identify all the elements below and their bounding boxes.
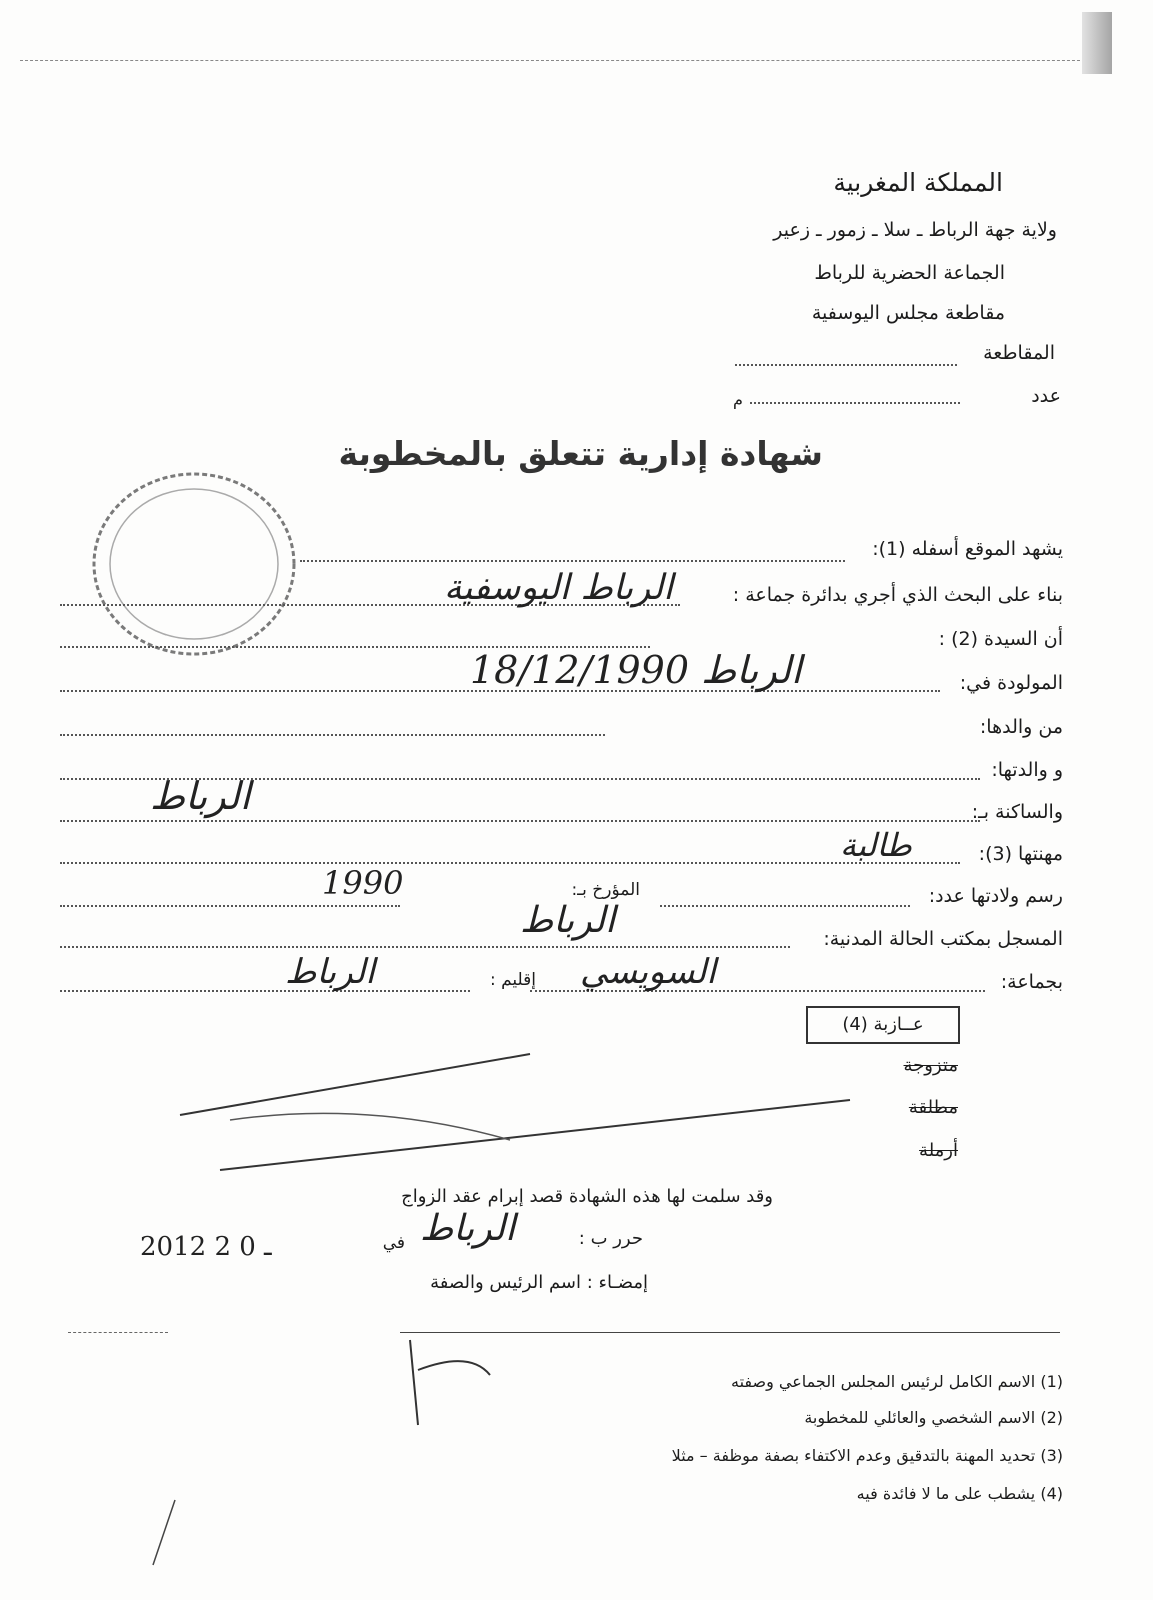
born-label: المولودة في: [959,672,1063,694]
residence-label: والساكنة بـ: [971,801,1063,823]
registry-dots [60,946,790,948]
certificate-title: شهادة إدارية تتعلق بالمخطوبة [338,434,823,473]
arrondissement-label: المقاطعة [983,342,1055,364]
profession-value: طالبة [840,826,912,864]
birth-act-label: رسم ولادتها عدد: [928,885,1063,907]
commune-line: الجماعة الحضرية للرباط [814,262,1005,284]
province-dots [60,990,470,992]
mother-label: و والدتها: [991,759,1063,781]
inquiry-label: بناء على البحث الذي أجري بدائرة جماعة : [732,584,1063,606]
scan-top-line [20,60,1090,61]
on-label: في [382,1233,405,1253]
status-widow-struck: أرملة [919,1140,958,1161]
scan-corner-mark [1082,12,1112,74]
number-dots [750,402,960,404]
commune-label: بجماعة: [1000,971,1063,993]
stray-pen-mark [145,1495,185,1575]
father-dots [60,734,605,736]
dated-dots [60,905,400,907]
arrondissement-dots [735,364,957,366]
profession-label: مهنتها (3): [978,843,1063,865]
dated-value: 1990 [322,864,404,902]
footnote-4: (4) يشطب على ما لا فائدة فيه [856,1484,1063,1503]
official-stamp [80,462,310,662]
province-value: الرباط [285,952,375,992]
date-value: 2012 ـ 0 2 [140,1232,272,1262]
kingdom-title: المملكة المغربية [833,168,1003,197]
lady-label: أن السيدة (2) : [938,628,1063,650]
commune-value: السويسي [580,952,716,992]
wilaya-line: ولاية جهة الرباط ـ سلا ـ زمور ـ زعير [773,219,1057,241]
born-value: 18/12/1990 الرباط [470,648,802,692]
status-single-box: عــازبة (4) [806,1006,960,1044]
residence-value: الرباط [150,774,251,818]
signer-dots [300,560,845,562]
province-label: إقليم : [489,970,536,990]
dated-label: المؤرخ بـ: [571,880,640,900]
number-label: عدد [1031,385,1061,407]
written-at-value: الرباط [420,1208,516,1249]
birth-act-dots [660,905,910,907]
inquiry-value: الرباط اليوسفية [444,568,673,608]
purpose-text: وقد سلمت لها هذه الشهادة قصد إبرام عقد الزواج [401,1186,773,1207]
footnote-2: (2) الاسم الشخصي والعائلي للمخطوبة [804,1408,1063,1427]
left-separator [68,1332,168,1333]
number-suffix: م [733,390,743,409]
footnote-1: (1) الاسم الكامل لرئيس المجلس الجماعي وصفته [731,1372,1063,1391]
status-married-struck: متزوجة [903,1055,958,1076]
written-at-label: حرر ب : [578,1228,643,1249]
signature-label: إمضـاء : اسم الرئيس والصفة [430,1272,648,1293]
district-line: مقاطعة مجلس اليوسفية [811,302,1005,324]
registry-value: الرباط [520,900,616,941]
father-label: من والدها: [979,716,1063,738]
signer-label: يشهد الموقع أسفله (1): [872,538,1063,560]
status-divorced-struck: مطلقة [908,1097,958,1118]
residence-dots [60,820,980,822]
profession-dots [60,862,960,864]
footnote-3: (3) تحديد المهنة بالتدقيق وعدم الاكتفاء بصفة موظفة – مثلا [671,1446,1063,1465]
registry-label: المسجل بمكتب الحالة المدنية: [823,928,1063,950]
signature-scribble [400,1330,510,1440]
